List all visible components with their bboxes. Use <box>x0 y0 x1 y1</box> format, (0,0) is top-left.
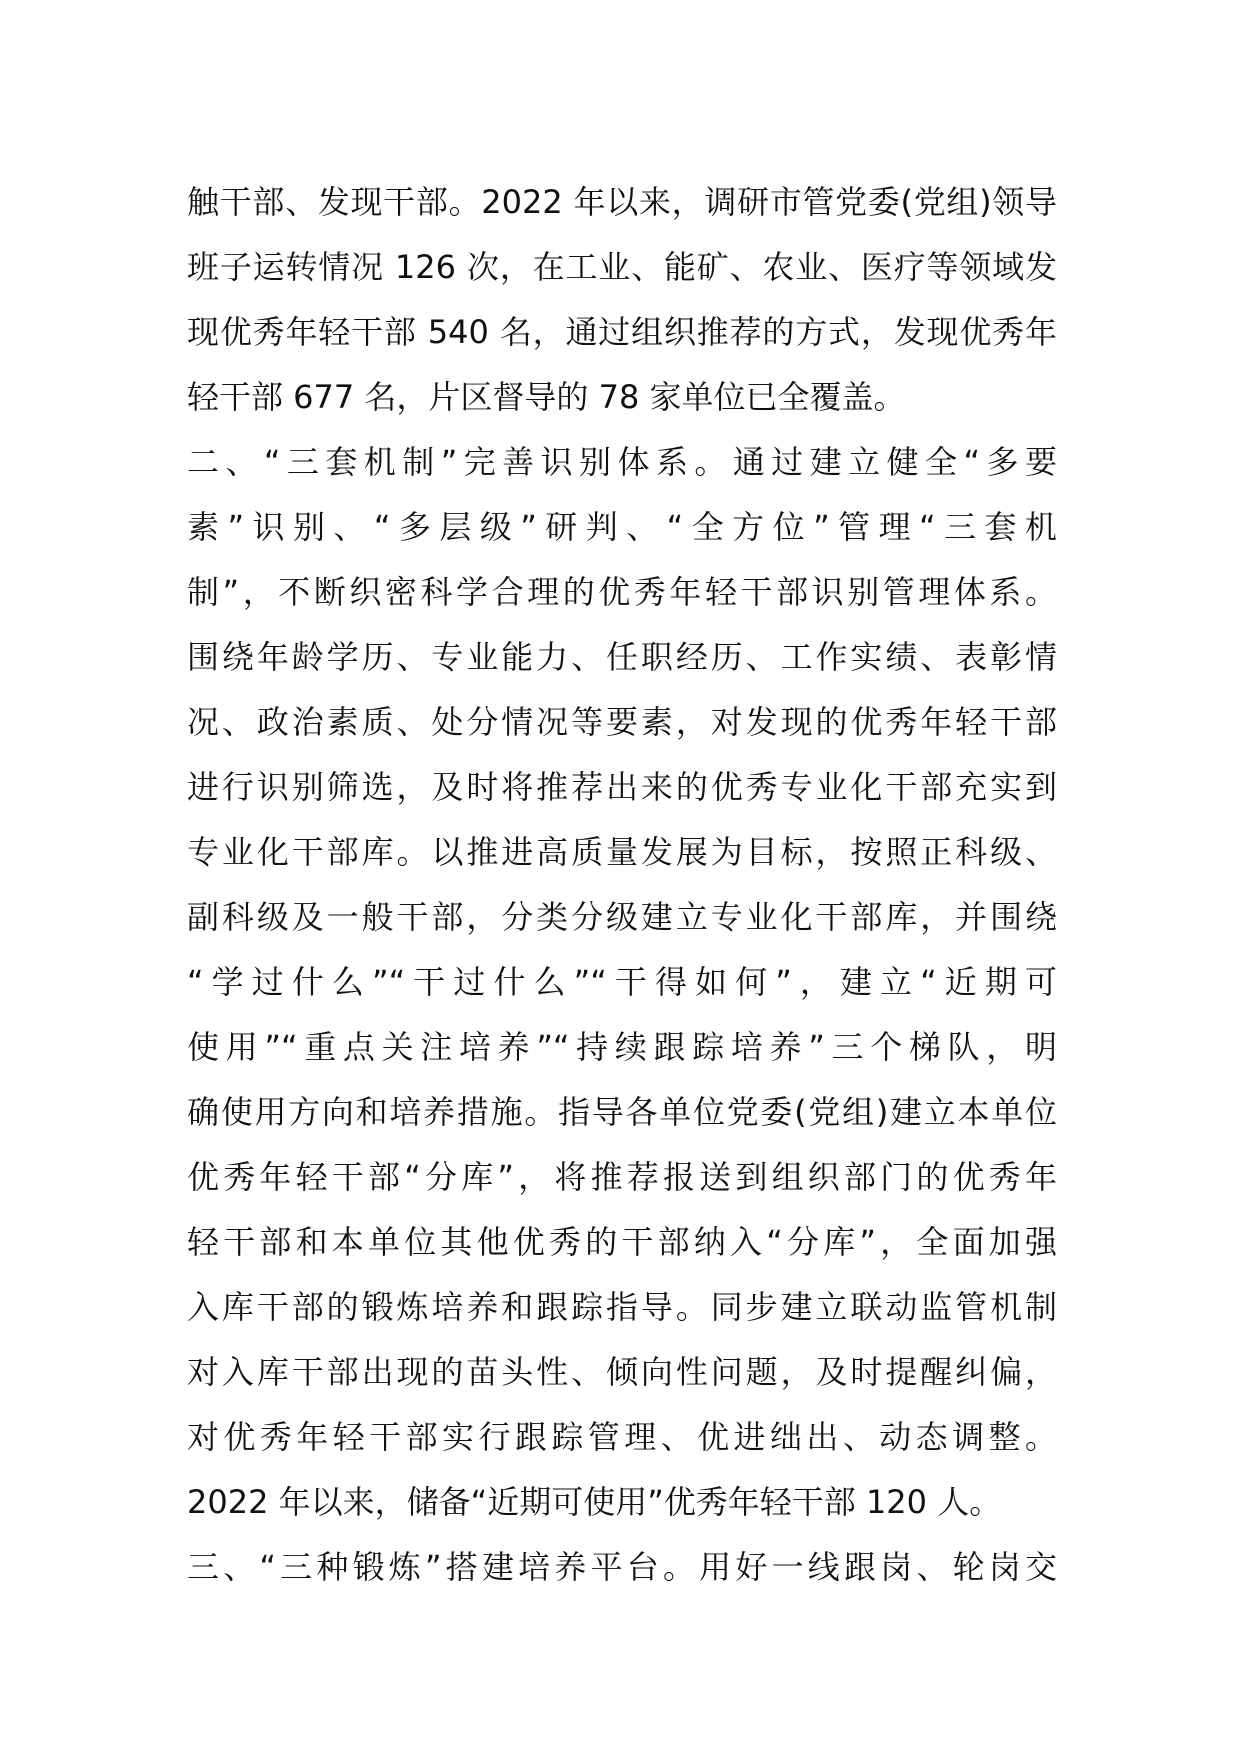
text-line-16: 优秀年轻干部“分库”，将推荐报送到组织部门的优秀年 <box>187 1158 1057 1196</box>
text-line-13: “学过什么”“干过什么”“干得如何”，建立“近期可 <box>187 963 1057 1001</box>
text-line-17: 轻干部和本单位其他优秀的干部纳入“分库”，全面加强 <box>187 1223 1057 1261</box>
section-heading-3: 三、“三种锻炼”搭建培养平台。用好一线跟岗、轮岗交 <box>187 1548 1057 1586</box>
text-line-7: 制”，不断织密科学合理的优秀年轻干部识别管理体系。 <box>187 573 1057 611</box>
text-line-11: 专业化干部库。以推进高质量发展为目标，按照正科级、 <box>187 833 1057 871</box>
document-body <box>187 170 1057 1600</box>
text-line-4: 轻干部 677 名，片区督导的 78 家单位已全覆盖。 <box>187 378 906 416</box>
text-line-3: 现优秀年轻干部 540 名，通过组织推荐的方式，发现优秀年 <box>187 313 1057 351</box>
text-line-14: 使用”“重点关注培养”“持续跟踪培养”三个梯队，明 <box>187 1028 1057 1066</box>
text-line-20: 对优秀年轻干部实行跟踪管理、优进绌出、动态调整。 <box>187 1418 1057 1456</box>
text-line-1: 触干部、发现干部。2022 年以来，调研市管党委(党组)领导 <box>187 183 1057 221</box>
text-line-8: 围绕年龄学历、专业能力、任职经历、工作实绩、表彰情 <box>187 638 1057 676</box>
text-line-18: 入库干部的锻炼培养和跟踪指导。同步建立联动监管机制 <box>187 1288 1057 1326</box>
text-line-19: 对入库干部出现的苗头性、倾向性问题，及时提醒纠偏， <box>187 1353 1057 1391</box>
text-line-2: 班子运转情况 126 次，在工业、能矿、农业、医疗等领域发 <box>187 248 1057 286</box>
text-line-9: 况、政治素质、处分情况等要素，对发现的优秀年轻干部 <box>187 703 1057 741</box>
text-line-15: 确使用方向和培养措施。指导各单位党委(党组)建立本单位 <box>187 1093 1057 1131</box>
text-line-10: 进行识别筛选，及时将推荐出来的优秀专业化干部充实到 <box>187 768 1057 806</box>
text-line-21: 2022 年以来，储备“近期可使用”优秀年轻干部 120 人。 <box>187 1483 1002 1521</box>
section-heading-2: 二、“三套机制”完善识别体系。通过建立健全“多要 <box>187 443 1057 481</box>
text-line-12: 副科级及一般干部，分类分级建立专业化干部库，并围绕 <box>187 898 1057 936</box>
text-line-6: 素”识别、“多层级”研判、“全方位”管理“三套机 <box>187 508 1057 546</box>
